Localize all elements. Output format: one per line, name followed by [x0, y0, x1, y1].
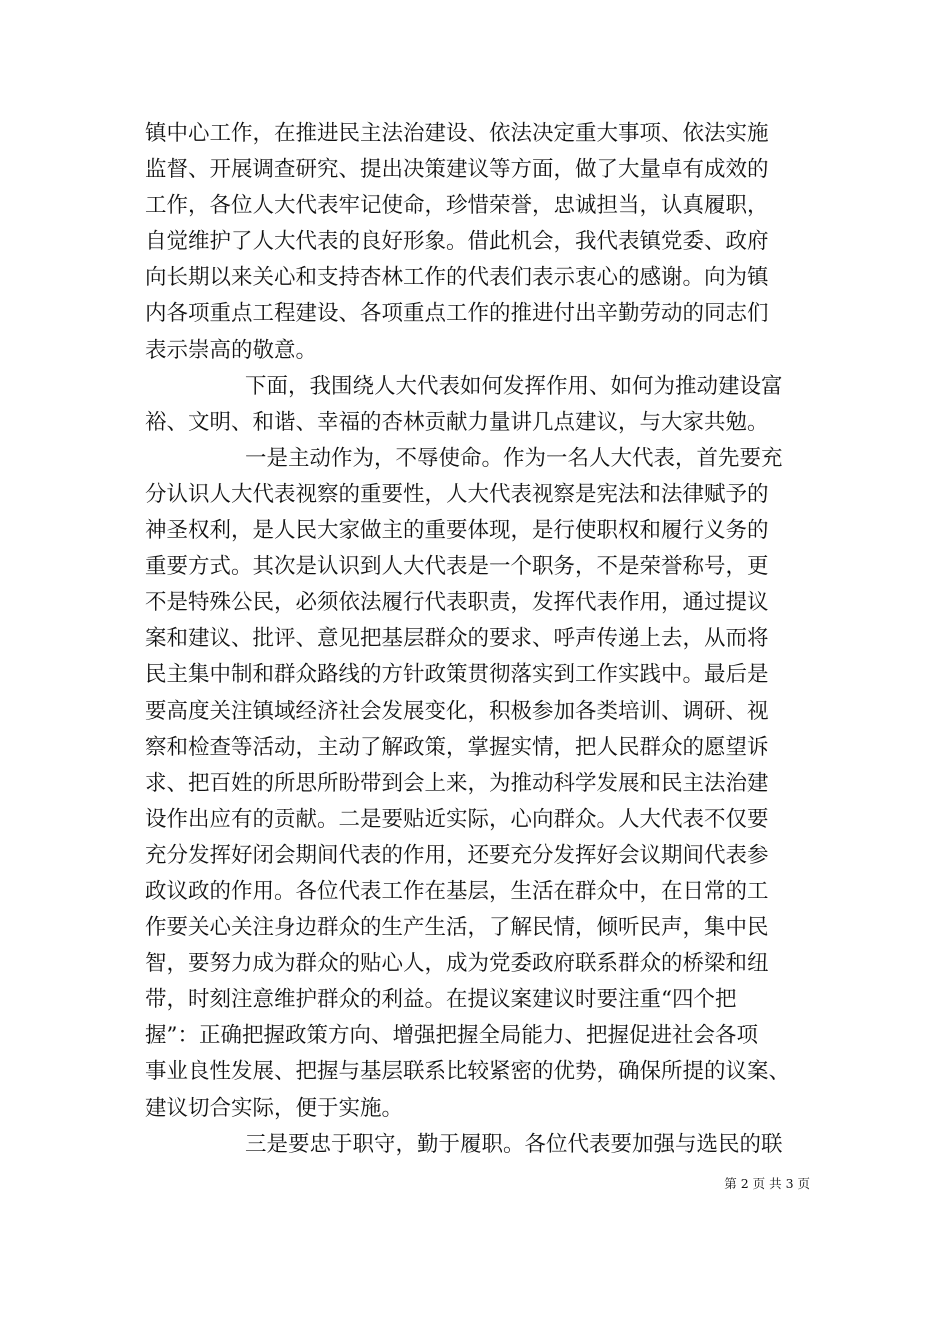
text-line: 裕、文明、和谐、幸福的杏林贡献力量讲几点建议，与大家共勉。 — [145, 409, 769, 435]
document-body — [145, 116, 815, 1163]
text-line: 设作出应有的贡献。二是要贴近实际，心向群众。人大代表不仅要 — [145, 806, 769, 832]
text-line: 带，时刻注意维护群众的利益。在提议案建议时要注重“四个把 — [145, 987, 737, 1013]
text-line: 案和建议、批评、意见把基层群众的要求、呼声传递上去，从而将 — [145, 626, 769, 652]
text-line: 建议切合实际，便于实施。 — [145, 1095, 404, 1121]
paragraph-start-line: 三是要忠于职守，勤于履职。各位代表要加强与选民的联 — [245, 1131, 783, 1157]
text-line: 工作，各位人大代表牢记使命，珍惜荣誉，忠诚担当，认真履职， — [145, 193, 769, 219]
text-line: 充分发挥好闭会期间代表的作用，还要充分发挥好会议期间代表参 — [145, 842, 769, 868]
text-line: 事业良性发展、把握与基层联系比较紧密的优势，确保所提的议案、 — [145, 1059, 791, 1085]
text-line: 作要关心关注身边群众的生产生活，了解民情，倾听民声，集中民 — [145, 915, 769, 941]
text-line: 神圣权利，是人民大家做主的重要体现，是行使职权和履行义务的 — [145, 518, 769, 544]
text-line: 察和检查等活动，主动了解政策，掌握实情，把人民群众的愿望诉 — [145, 734, 769, 760]
text-line: 内各项重点工程建设、各项重点工作的推进付出辛勤劳动的同志们 — [145, 301, 769, 327]
text-line: 表示崇高的敬意。 — [145, 337, 318, 363]
text-line: 政议政的作用。各位代表工作在基层，生活在群众中，在日常的工 — [145, 878, 769, 904]
text-line: 求、把百姓的所思所盼带到会上来，为推动科学发展和民主法治建 — [145, 770, 769, 796]
text-line: 自觉维护了人大代表的良好形象。借此机会，我代表镇党委、政府 — [145, 229, 769, 255]
paragraph-start-line: 一是主动作为，不辱使命。作为一名人大代表，首先要充 — [245, 445, 783, 471]
text-line: 不是特殊公民，必须依法履行代表职责，发挥代表作用，通过提议 — [145, 590, 769, 616]
text-line: 要高度关注镇域经济社会发展变化，积极参加各类培训、调研、视 — [145, 698, 769, 724]
text-line: 民主集中制和群众路线的方针政策贯彻落实到工作实践中。最后是 — [145, 662, 769, 688]
text-line: 握”：正确把握政策方向、增强把握全局能力、把握促进社会各项 — [145, 1023, 758, 1049]
text-line: 监督、开展调查研究、提出决策建议等方面，做了大量卓有成效的 — [145, 157, 769, 183]
text-line: 镇中心工作，在推进民主法治建设、依法决定重大事项、依法实施 — [145, 121, 769, 146]
text-line: 智，要努力成为群众的贴心人，成为党委政府联系群众的桥梁和纽 — [145, 951, 769, 977]
text-line: 向长期以来关心和支持杏林工作的代表们表示衷心的感谢。向为镇 — [145, 265, 769, 291]
page-number: 第 2 页 共 3 页 — [724, 1176, 810, 1191]
text-line: 重要方式。其次是认识到人大代表是一个职务，不是荣誉称号，更 — [145, 554, 769, 580]
text-line: 分认识人大代表视察的重要性，人大代表视察是宪法和法律赋予的 — [145, 481, 769, 507]
paragraph-start-line: 下面，我围绕人大代表如何发挥作用、如何为推动建设富 — [245, 373, 783, 399]
